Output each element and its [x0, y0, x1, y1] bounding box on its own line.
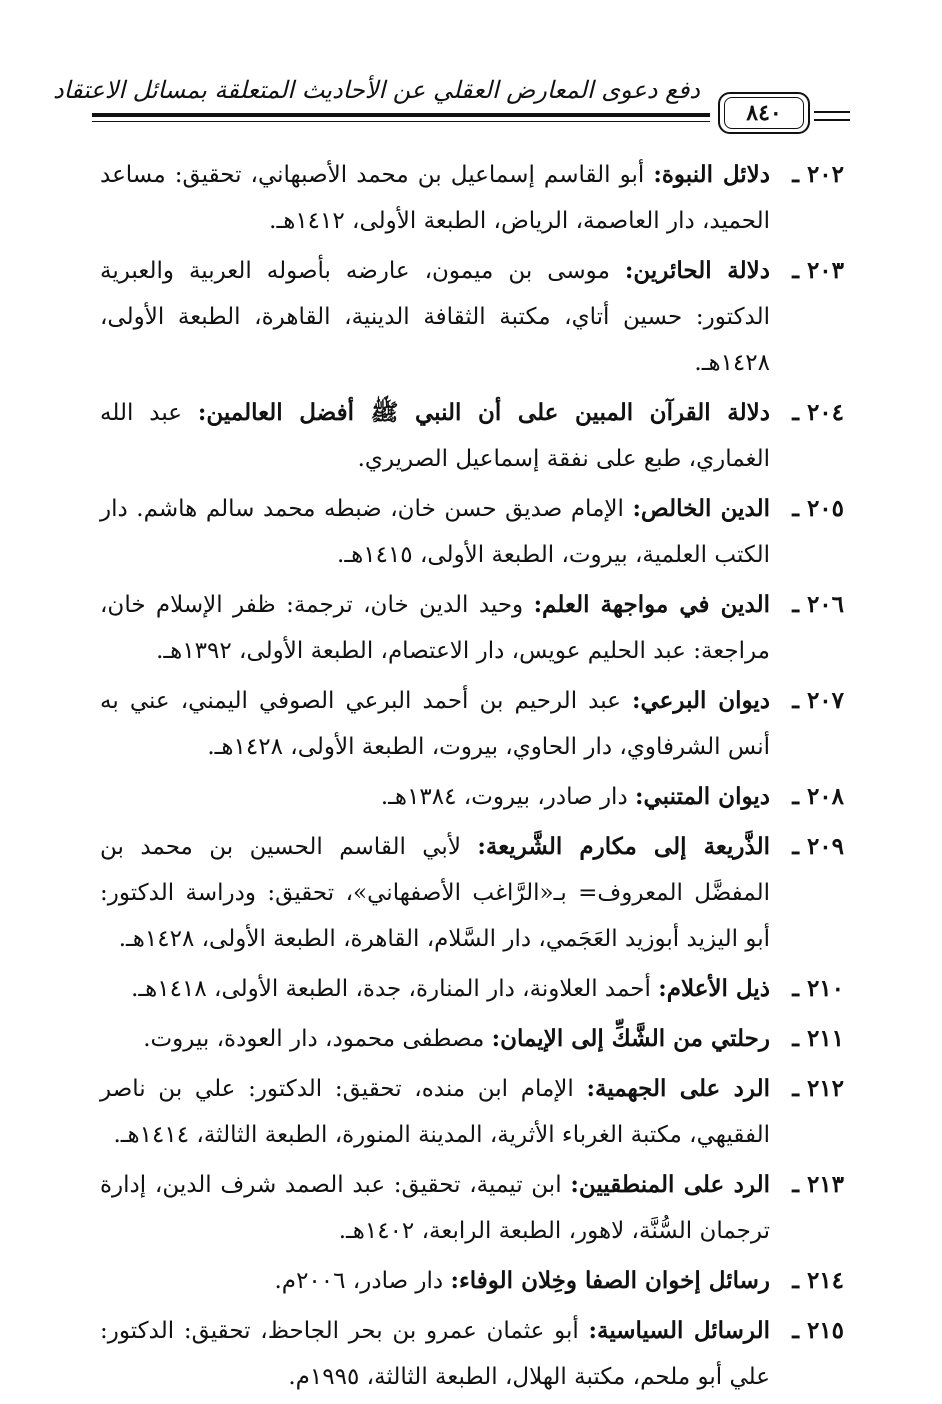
entry-details: الإمام ابن منده، تحقيق: الدكتور: علي بن ناصر الفقيهي، مكتبة الغرباء الأثرية، المدينة المنورة، الطبعة الثالثة، ١٤١٤هـ.: [100, 1076, 770, 1148]
bibliography-entry: [100, 248, 844, 386]
bibliography-entry: [100, 1016, 844, 1062]
bibliography-entry: [100, 966, 844, 1012]
entry-details: ابن تيمية، تحقيق: عبد الصمد شرف الدين، إدارة ترجمان السُّنَّة، لاهور، الطبعة الرابعة، ١٤٠٢هـ.: [100, 1172, 770, 1244]
bibliography-entry: [100, 1258, 844, 1304]
bibliography-entry: [100, 1308, 844, 1400]
entry-title: الدين الخالص:: [632, 495, 770, 522]
entry-number: ٢١٣ ـ: [792, 1171, 844, 1198]
entry-title: الرد على المنطقيين:: [570, 1171, 770, 1198]
bibliography-entry: [100, 390, 844, 482]
page-number: ٨٤٠: [724, 97, 804, 129]
entry-title: دلالة القرآن المبين على أن النبي ﷺ أفضل العالمين:: [197, 399, 770, 426]
header-rule-right-top: [814, 111, 850, 113]
entry-details: أحمد العلاونة، دار المنارة، جدة، الطبعة الأولى، ١٤١٨هـ.: [131, 976, 659, 1002]
entry-number: ٢١٤ ـ: [792, 1267, 844, 1294]
entry-title: ديوان البرعي:: [632, 687, 770, 714]
entry-number: ٢١٠ ـ: [792, 975, 844, 1002]
entry-details: مصطفى محمود، دار العودة، بيروت.: [143, 1026, 492, 1052]
entry-number: ٢٠٧ ـ: [792, 687, 844, 714]
entry-title: رسائل إخوان الصفا وخِلان الوفاء:: [450, 1267, 770, 1294]
running-header: [52, 60, 850, 132]
page-number-frame: [718, 92, 810, 134]
entry-number: ٢١١ ـ: [792, 1025, 844, 1052]
entry-number: ٢٠٣ ـ: [792, 257, 844, 284]
entry-title: دلائل النبوة:: [653, 161, 770, 188]
entry-number: ٢٠٩ ـ: [792, 833, 844, 860]
entry-details: عبد الرحيم بن أحمد البرعي الصوفي اليمني، عني به أنس الشرفاوي، دار الحاوي، بيروت، الطبعة الأولى، ١٤٢٨هـ.: [100, 688, 770, 760]
entry-title: الرد على الجهمية:: [586, 1075, 770, 1102]
entry-details: لأبي القاسم الحسين بن محمد بن المفضَّل المعروف= بـ«الرَّاغب الأصفهاني»، تحقيق: ودراسة الدكتور: أبو اليزيد أبوزيد العَجَمي، دار السَّلام، القاهرة، الطبعة الأولى، ١٤٢٨هـ.: [100, 834, 770, 952]
bibliography-entry: [100, 152, 844, 244]
header-rule-thick: [92, 113, 710, 117]
header-title: دفع دعوى المعارض العقلي عن الأحاديث المتعلقة بمسائل الاعتقاد: [52, 76, 700, 104]
entry-number: ٢٠٦ ـ: [792, 591, 844, 618]
bibliography-list: [100, 152, 844, 1404]
entry-details: دار صادر، بيروت، ١٣٨٤هـ.: [380, 784, 635, 810]
entry-details: الإمام صديق حسن خان، ضبطه محمد سالم هاشم. دار الكتب العلمية، بيروت، الطبعة الأولى، ١٤١٥هـ.: [100, 496, 770, 568]
entry-number: ٢٠٢ ـ: [792, 161, 844, 188]
bibliography-entry: [100, 1162, 844, 1254]
entry-title: الذَّريعة إلى مكارم الشَّريعة:: [477, 833, 770, 860]
header-rule-right-bottom: [814, 119, 850, 121]
entry-title: رحلتي من الشَّكِّ إلى الإيمان:: [491, 1025, 770, 1052]
entry-title: دلالة الحائرين:: [624, 257, 770, 284]
bibliography-entry: [100, 486, 844, 578]
entry-title: الرسائل السياسية:: [588, 1317, 771, 1344]
entry-details: دار صادر، ٢٠٠٦م.: [274, 1268, 451, 1294]
bibliography-entry: [100, 582, 844, 674]
entry-title: ديوان المتنبي:: [635, 783, 770, 810]
bibliography-entry: [100, 678, 844, 770]
entry-number: ٢١٥ ـ: [792, 1317, 844, 1344]
entry-details: وحيد الدين خان، ترجمة: ظفر الإسلام خان، مراجعة: عبد الحليم عويس، دار الاعتصام، الطبعة الأولى، ١٣٩٢هـ.: [100, 592, 770, 664]
entry-details: أبو عثمان عمرو بن بحر الجاحظ، تحقيق: الدكتور: علي أبو ملحم، مكتبة الهلال، الطبعة الثالثة، ١٩٩٥م.: [100, 1318, 770, 1390]
entry-number: ٢١٢ ـ: [792, 1075, 844, 1102]
entry-number: ٢٠٤ ـ: [792, 399, 844, 426]
bibliography-entry: [100, 774, 844, 820]
bibliography-entry: [100, 824, 844, 962]
header-rule-thin: [92, 121, 710, 122]
entry-number: ٢٠٥ ـ: [792, 495, 844, 522]
entry-number: ٢٠٨ ـ: [792, 783, 844, 810]
entry-title: ذيل الأعلام:: [658, 975, 770, 1002]
entry-title: الدين في مواجهة العلم:: [533, 591, 770, 618]
entry-details: عبد الله الغماري، طبع على نفقة إسماعيل الصريري.: [100, 400, 770, 472]
entry-details: أبو القاسم إسماعيل بن محمد الأصبهاني، تحقيق: مساعد الحميد، دار العاصمة، الرياض، الطبعة الأولى، ١٤١٢هـ.: [100, 162, 770, 234]
entry-details: موسى بن ميمون، عارضه بأصوله العربية والعبرية الدكتور: حسين أتاي، مكتبة الثقافة الدينية، القاهرة، الطبعة الأولى، ١٤٢٨هـ.: [100, 258, 770, 376]
bibliography-entry: [100, 1066, 844, 1158]
